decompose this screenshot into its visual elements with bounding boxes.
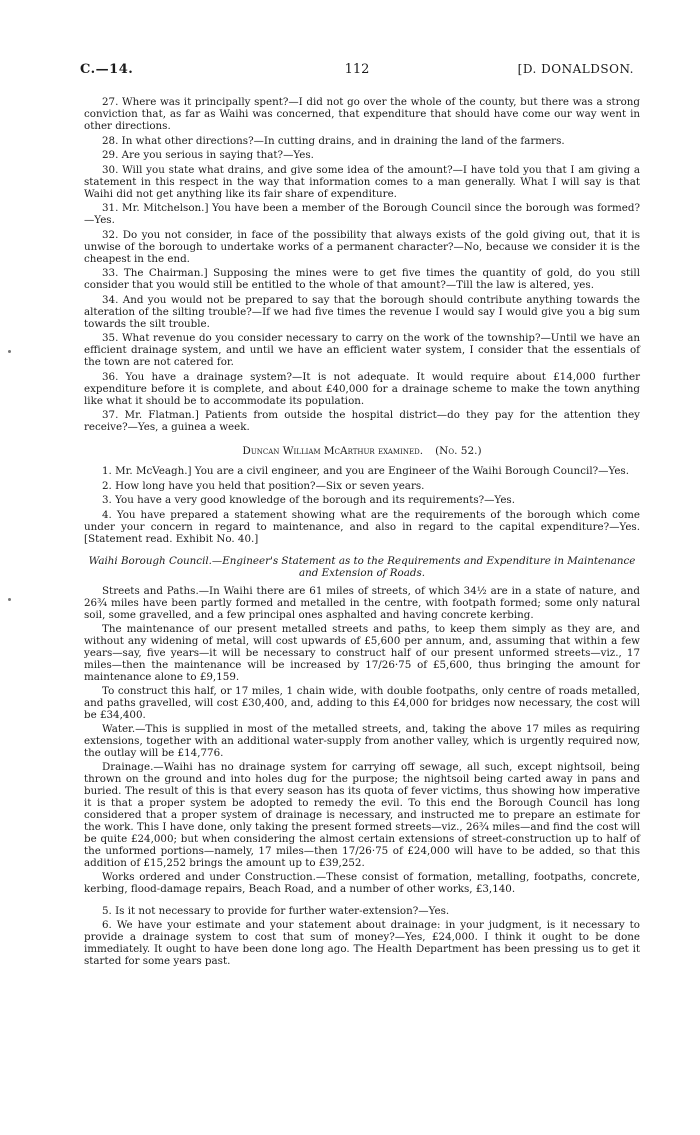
witness-examined: Duncan William McArthur examined. xyxy=(242,445,424,457)
question-35: 35. What revenue do you consider necessary to carry on the work of the township?—Until we have an efficient drainage system, and until we have an efficient water system, I consider that the essentials of the town are not catered for. xyxy=(84,332,640,368)
examination-number: (No. 52.) xyxy=(435,445,482,457)
statement-water: Water.—This is supplied in most of the metalled streets, and, taking the above 17 miles as requiring extensions, together with an additional water-supply from another valley, which is urgently required now, the outlay will be £14,776. xyxy=(84,722,640,759)
question-28: 28. In what other directions?—In cutting drains, and in draining the land of the farmers. xyxy=(102,134,565,147)
statement-title: Waihi Borough Council.—Engineer's Statement as to the Requirements and Expenditure in Maintenance and Extension of Roads. xyxy=(88,554,636,579)
examination-heading xyxy=(84,445,640,457)
question-6: 6. We have your estimate and your statement about drainage: in your judgment, is it necessary to provide a drainage system to cost that sum of money?—Yes, £24,000. I think it ought to be done immediately. It ought to have been done long ago. The Health Department has been pressing us to get it started for some years past. xyxy=(84,919,640,967)
question-30: 30. Will you state what drains, and give some idea of the amount?—I have told you that I am giving a statement in this respect in the way that information comes to a man generally. What I will say is that Waihi did not get anything like its fair share of expenditure. xyxy=(84,163,640,200)
margin-mark xyxy=(8,598,11,601)
question-4: 4. You have prepared a statement showing what are the requirements of the borough which come under your concern in regard to maintenance, and also in regard to the capital expenditure?—Yes. [Statement read. Exhibit No. 40.] xyxy=(84,508,640,545)
statement-maintenance: The maintenance of our present metalled streets and paths, to keep them simply as they are, and without any widening of metal, will cost upwards of £5,600 per annum, and, assuming that within a few years—say, five years—it will be necessary to construct half of our present unformed streets—viz., 17 miles—then the maintenance will be increased by 17/26·75 of £5,600, thus bringing the amount for maintenance alone to £9,159. xyxy=(84,622,640,683)
question-2: 2. How long have you held that position?—Six or seven years. xyxy=(102,479,425,492)
report-code: C.—14. xyxy=(80,62,134,77)
statement-works: Works ordered and under Construction.—These consist of formation, metalling, footpaths, concrete, kerbing, flood-damage repairs, Beach Road, and a number of other works, £3,140. xyxy=(84,870,640,895)
question-37: 37. Mr. Flatman.] Patients from outside the hospital district—do they pay for the attention they receive?—Yes, a guinea a week. xyxy=(84,409,640,433)
margin-mark xyxy=(8,350,11,353)
question-1: 1. Mr. McVeagh.] You are a civil engineer, and you are Engineer of the Waihi Borough Council?—Yes. xyxy=(102,465,629,477)
page-header xyxy=(80,62,634,82)
question-34: 34. And you would not be prepared to say that the borough should contribute anything towards the alteration of the silting trouble?—If we had five times the revenue I would say I would give you a big sum towards the silt trouble. xyxy=(84,293,640,330)
statement-drainage: Drainage.—Waihi has no drainage system for carrying off sewage, all such, except nightsoil, being thrown on the ground and into holes dug for the purpose; the nightsoil being carted away in pans and buried. The result of this is that every season has its quota of fever victims, thus showing how imperative it is that a proper system be adopted to remedy the evil. To this end the Borough Council has long considered that a proper system of drainage is necessary, and instructed me to prepare an estimate for the work. This I have done, only taking the present formed streets—viz., 26¾ miles—and find the cost will be quite £24,000; but when considering the almost certain extensions of street-construction up to half of the unformed portions—namely, 17 miles—then 17/26·75 of £24,000 will have to be added, so that this addition of £15,252 brings the amount up to £39,252. xyxy=(84,760,640,869)
document-body xyxy=(84,96,640,970)
statement-construction: To construct this half, or 17 miles, 1 chain wide, with double footpaths, only centre of roads metalled, and paths gravelled, will cost £30,400, and, adding to this £4,000 for bridges now necessary, the cost will be £34,400. xyxy=(84,684,640,721)
question-36: 36. You have a drainage system?—It is not adequate. It would require about £14,000 further expenditure before it is complete, and about £40,000 for a drainage scheme to make the town anything like what it should be to accommodate its population. xyxy=(84,370,640,407)
engineer-statement xyxy=(84,585,640,895)
question-3: 3. You have a very good knowledge of the borough and its requirements?—Yes. xyxy=(102,494,515,506)
question-29: 29. Are you serious in saying that?—Yes. xyxy=(102,149,314,161)
witness-name: [D. DONALDSON. xyxy=(517,62,634,76)
question-5: 5. Is it not necessary to provide for further water-extension?—Yes. xyxy=(102,904,450,917)
question-32: 32. Do you not consider, in face of the possibility that always exists of the gold giving out, that it is unwise of the borough to undertake works of a permanent character?—No, because we consider it is the cheapest in the end. xyxy=(84,228,640,265)
question-27: 27. Where was it principally spent?—I did not go over the whole of the county, but there was a strong conviction that, as far as Waihi was concerned, that expenditure that should have come our way went in other directions. xyxy=(84,96,640,132)
question-31: 31. Mr. Mitchelson.] You have been a member of the Borough Council since the borough was formed?—Yes. xyxy=(84,202,640,226)
question-33: 33. The Chairman.] Supposing the mines were to get five times the quantity of gold, do you still consider that you would still be entitled to the whole of that amount?—Till the law is altered, yes. xyxy=(84,267,640,291)
page-number: 112 xyxy=(344,62,370,77)
statement-streets: Streets and Paths.—In Waihi there are 61 miles of streets, of which 34½ are in a state of nature, and 26¾ miles have been partly formed and metalled in the centre, with footpath formed; some only natural soil, some gravelled, and a few principal ones asphalted and having concrete kerbing. xyxy=(84,584,640,621)
